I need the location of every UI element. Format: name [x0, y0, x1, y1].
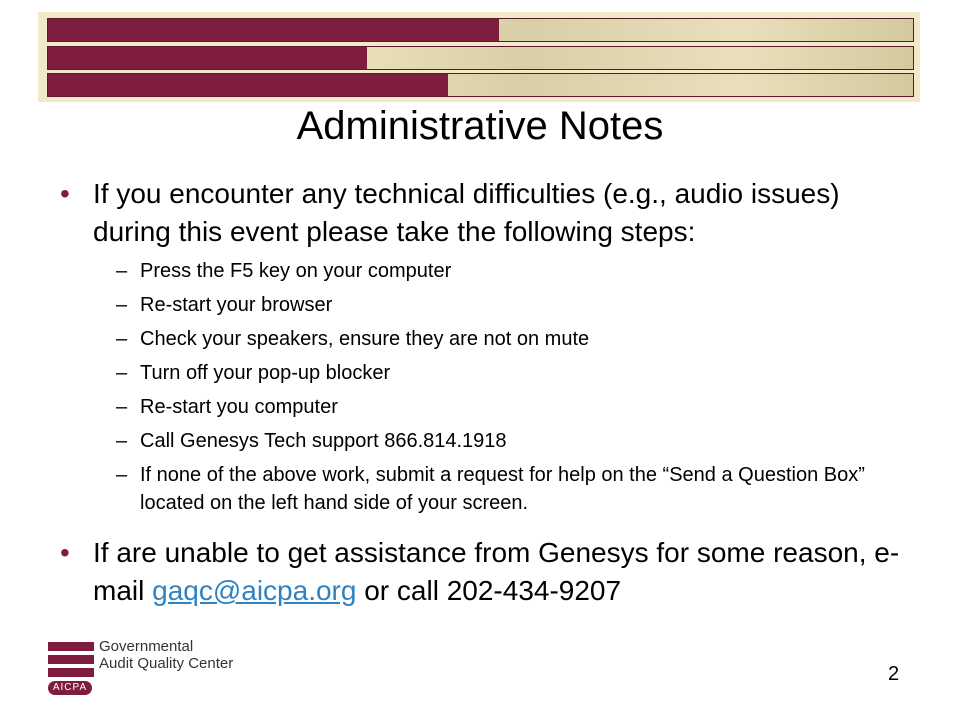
logo-line-2: Audit Quality Center — [99, 655, 234, 672]
bullet-contact — [60, 534, 912, 610]
list-item: – Turn off your pop-up blocker — [116, 362, 391, 384]
bullet-icon: • — [60, 537, 70, 568]
banner-stripe — [47, 73, 914, 97]
logo-bar — [48, 642, 94, 651]
list-item: – Re-start you computer — [116, 396, 338, 418]
list-item: – Call Genesys Tech support 866.814.1918 — [116, 430, 507, 452]
list-item: – Re-start your browser — [116, 294, 333, 316]
logo-bar — [48, 668, 94, 677]
list-item: – Check your speakers, ensure they are not on mute — [116, 328, 590, 350]
bullet-technical-difficulties — [60, 175, 912, 251]
header-banner — [38, 12, 920, 102]
steps-list — [116, 257, 916, 521]
gaqc-logo — [48, 639, 248, 697]
list-item: – If none of the above work, submit a request for help on the “Send a Question Box” located on the left hand side of your screen. — [116, 464, 865, 514]
email-link[interactable]: gaqc@aicpa.org — [152, 575, 357, 606]
bullet-text: If are unable to get assistance from Genesys for some reason, e-mail gaqc@aicpa.org or call 202-434-9207 — [93, 537, 900, 606]
logo-line-1: Governmental — [99, 638, 194, 655]
list-item: – Press the F5 key on your computer — [116, 260, 452, 282]
bullet-icon: • — [60, 178, 70, 209]
logo-bar — [48, 655, 94, 664]
page-number: 2 — [888, 663, 900, 685]
bullet-text: If you encounter any technical difficulties (e.g., audio issues) during this event please take the following steps: — [93, 178, 840, 247]
aicpa-badge: AICPA — [48, 681, 92, 695]
slide-title: Administrative Notes — [296, 104, 664, 148]
banner-stripe — [47, 46, 914, 70]
banner-stripe — [47, 18, 914, 42]
